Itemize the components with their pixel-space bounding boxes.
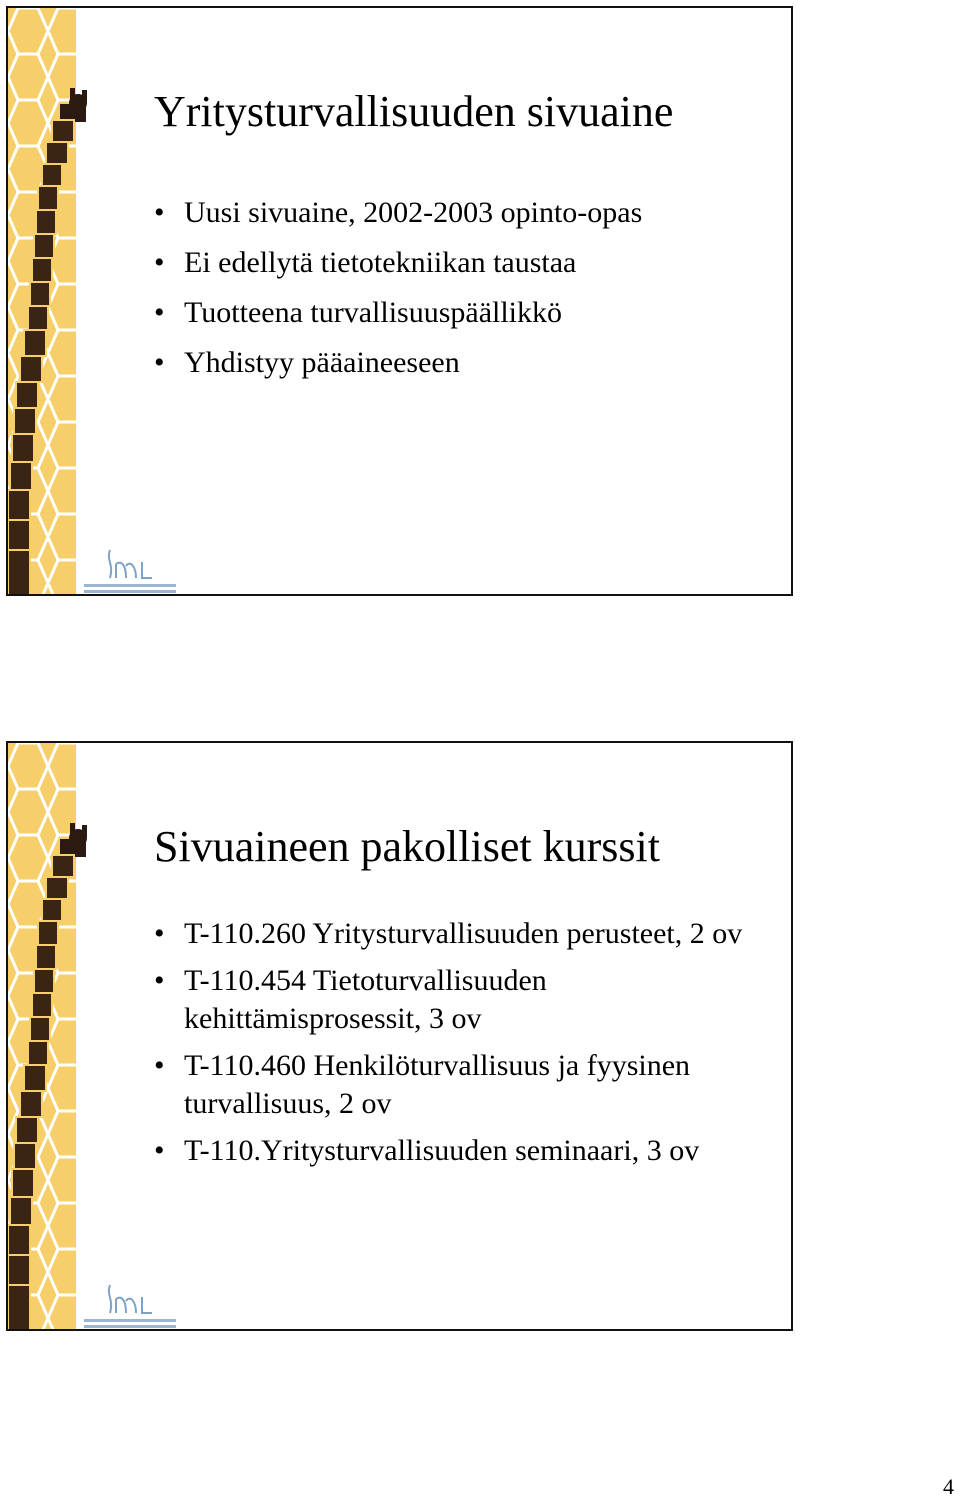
list-item [154, 1047, 754, 1123]
bullet-text: Uusi sivuaine, 2002-2003 opinto-opas [184, 196, 643, 229]
bullet-icon: • [154, 917, 165, 950]
bullet-icon: • [154, 346, 165, 379]
bullet-text: Tuotteena turvallisuuspäällikkö [184, 296, 563, 329]
bullet-text: Ei edellytä tietotekniikan taustaa [184, 246, 577, 279]
bullet-icon: • [154, 246, 165, 279]
bullet-icon: • [154, 964, 165, 997]
list-item [154, 288, 642, 338]
giraffe-icon [8, 743, 98, 1331]
slide-title: Yritysturvallisuuden sivuaine [154, 87, 674, 136]
bullet-list [154, 188, 642, 388]
bullet-icon: • [154, 196, 165, 229]
bullet-text: Yhdistyy pääaineeseen [184, 346, 460, 379]
list-item [154, 188, 642, 238]
bullet-text: T-110.Yritysturvallisuuden seminaari, 3 ov [184, 1134, 700, 1167]
giraffe-icon [8, 8, 98, 596]
bullet-icon: • [154, 1134, 165, 1167]
bullet-icon: • [154, 1049, 165, 1082]
bullet-text: T-110.460 Henkilöturvallisuus ja fyysinen turvallisuus, 2 ov [184, 1049, 691, 1120]
list-item [154, 1132, 754, 1170]
bullet-icon: • [154, 296, 165, 329]
bullet-list [154, 915, 754, 1179]
list-item [154, 962, 754, 1038]
list-item [154, 915, 754, 953]
tml-logo [80, 1283, 180, 1331]
slide-1 [6, 6, 793, 596]
tml-logo [80, 548, 180, 596]
list-item [154, 338, 642, 388]
bullet-text: T-110.454 Tietoturvallisuuden kehittämisprosessit, 3 ov [184, 964, 547, 1035]
bullet-text: T-110.260 Yritysturvallisuuden perusteet, 2 ov [184, 917, 743, 950]
page-number: 4 [943, 1474, 954, 1499]
slide-2 [6, 741, 793, 1331]
slide-title: Sivuaineen pakolliset kurssit [154, 822, 660, 871]
list-item [154, 238, 642, 288]
